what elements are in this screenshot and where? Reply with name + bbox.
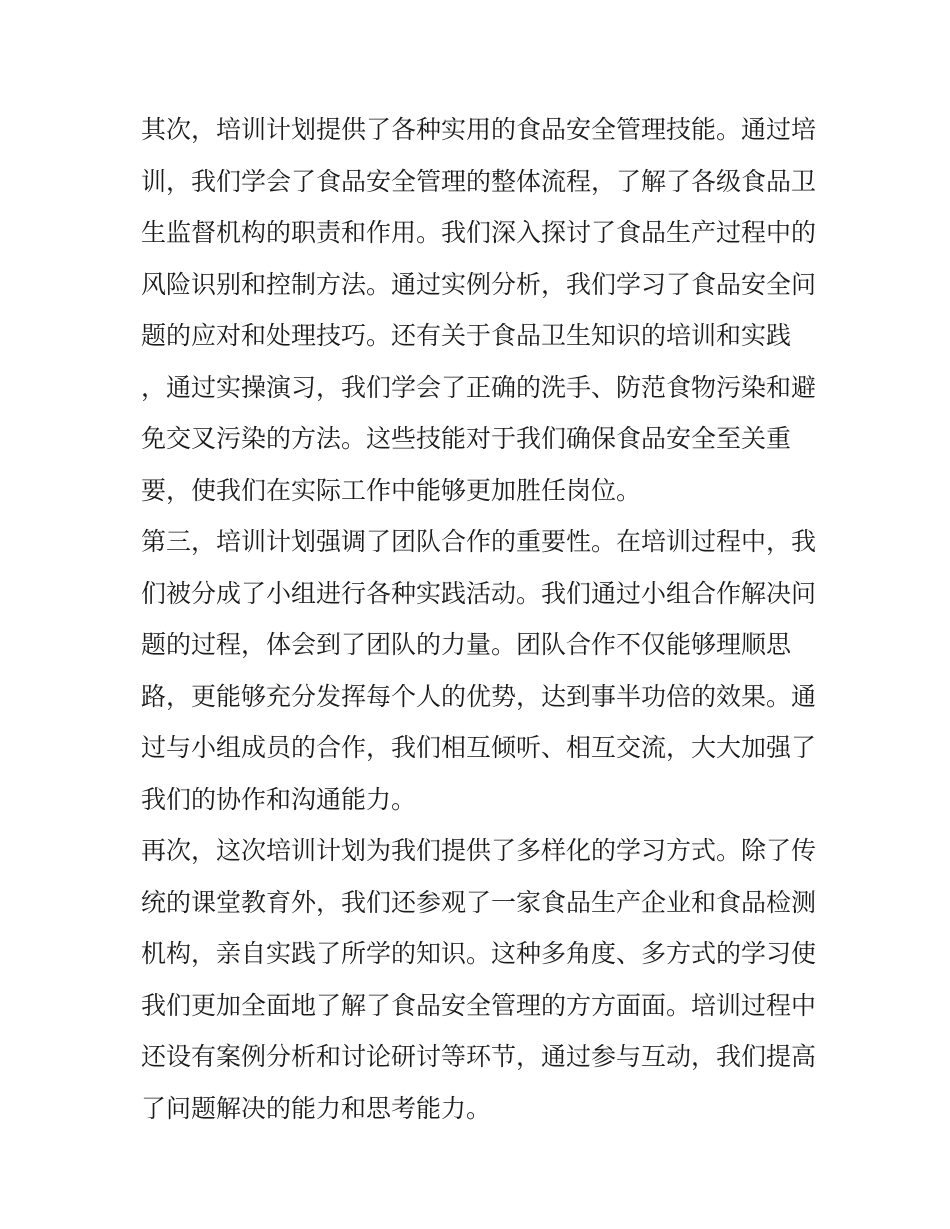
text-line: 还设有案例分析和讨论研讨等环节，通过参与互动，我们提高 [141, 1042, 817, 1071]
paragraph-skills [141, 104, 817, 516]
text-line: ，通过实操演习，我们学会了正确的洗手、防范食物污染和避 [141, 372, 817, 402]
text-line: 过与小组成员的合作，我们相互倾听、相互交流，大大加强了 [141, 733, 817, 762]
text-line: 生监督机构的职责和作用。我们深入探讨了食品生产过程中的 [141, 218, 817, 247]
text-line: 风险识别和控制方法。通过实例分析，我们学习了食品安全问 [141, 269, 817, 299]
text-line: 题的应对和处理技巧。还有关于食品卫生知识的培训和实践 [141, 321, 792, 350]
paragraph-teamwork [141, 516, 817, 825]
text-line: 其次，培训计划提供了各种实用的食品安全管理技能。通过培 [141, 115, 817, 144]
text-line: 题的过程，体会到了团队的力量。团队合作不仅能够理顺思 [141, 630, 792, 659]
paragraph-learning-methods [141, 825, 817, 1134]
text-line: 我们的协作和沟通能力。 [141, 784, 417, 814]
document-body [141, 104, 817, 1134]
text-line: 免交叉污染的方法。这些技能对于我们确保食品安全至关重 [141, 424, 792, 453]
text-line: 第三，培训计划强调了团队合作的重要性。在培训过程中，我 [141, 527, 817, 556]
text-line: 路，更能够充分发挥每个人的优势，达到事半功倍的效果。通 [141, 681, 817, 711]
text-line: 机构，亲自实践了所学的知识。这种多角度、多方式的学习使 [141, 939, 817, 968]
text-line: 再次，这次培训计划为我们提供了多样化的学习方式。除了传 [141, 836, 817, 865]
text-line: 统的课堂教育外，我们还参观了一家食品生产企业和食品检测 [141, 887, 817, 917]
text-line: 们被分成了小组进行各种实践活动。我们通过小组合作解决问 [141, 578, 817, 608]
text-line: 了问题解决的能力和思考能力。 [141, 1093, 492, 1123]
text-line: 我们更加全面地了解了食品安全管理的方方面面。培训过程中 [141, 990, 817, 1020]
text-line: 要，使我们在实际工作中能够更加胜任岗位。 [141, 475, 642, 505]
text-line: 训，我们学会了食品安全管理的整体流程，了解了各级食品卫 [141, 166, 817, 196]
